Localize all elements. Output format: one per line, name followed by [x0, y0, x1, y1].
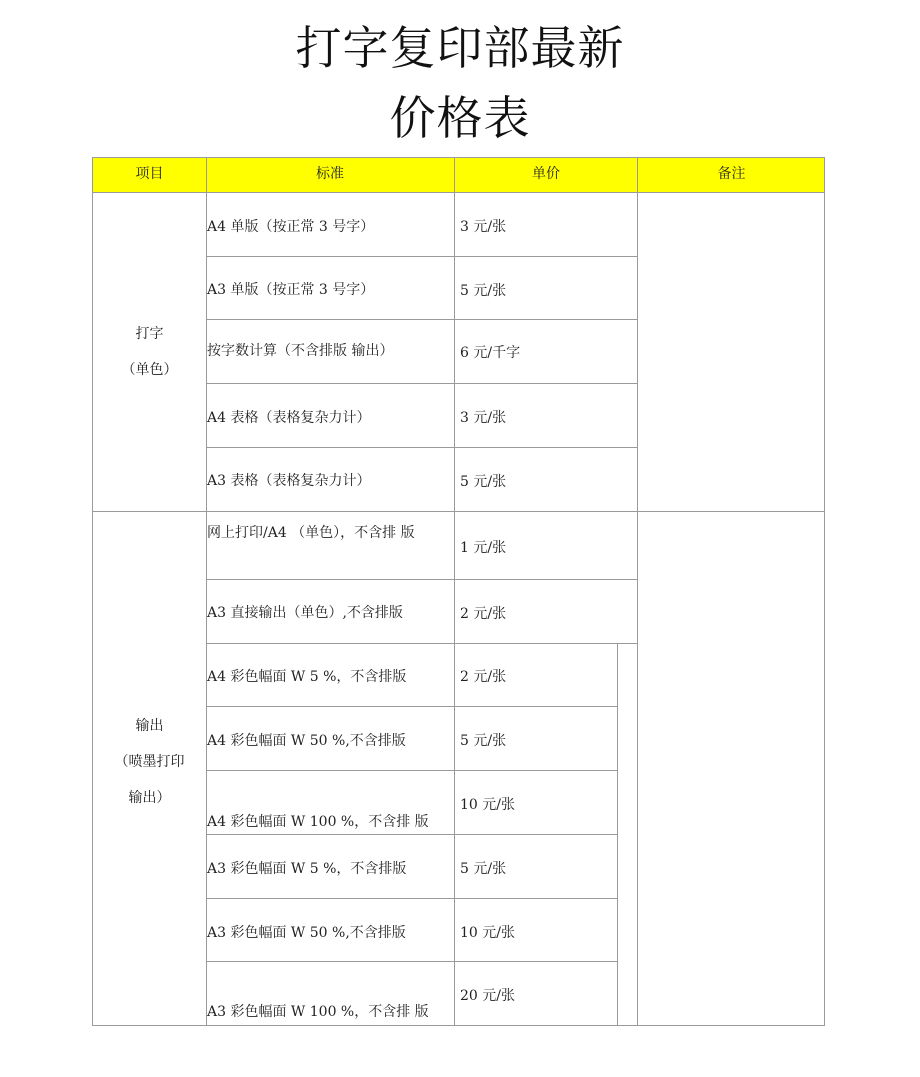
typing-row-2-price: 5 元/张 [460, 283, 507, 299]
header-standard: 标准 [206, 158, 454, 192]
category-output-line3: 输出） [128, 790, 171, 806]
output-row-6-price: 5 元/张 [460, 861, 507, 877]
output-row-1-standard: 网上打印/A4 （单色），不含排 版 [207, 525, 415, 541]
header-price: 单价 [454, 158, 638, 192]
output-row-2-price: 2 元/张 [460, 606, 507, 622]
category-typing [93, 316, 206, 388]
output-row-7-standard: A3 彩色幅面 W 50 %,不含排版 [207, 925, 406, 941]
typing-row-5-standard: A3 表格（表格复杂力计） [207, 473, 371, 489]
output-row-8-price: 20 元/张 [460, 988, 515, 1004]
typing-row-2-standard: A3 单版（按正常 3 号字） [207, 282, 375, 298]
category-output [93, 708, 206, 816]
typing-row-4-price: 3 元/张 [460, 410, 507, 426]
output-row-3-standard: A4 彩色幅面 W 5 %，不含排版 [207, 669, 407, 685]
typing-row-1-price: 3 元/张 [460, 219, 507, 235]
category-typing-label: 打字 [135, 326, 164, 342]
output-row-7-price: 10 元/张 [460, 925, 515, 941]
category-typing-sub: （单色） [121, 362, 178, 378]
output-row-2-standard: A3 直接输出（单色）,不含排版 [207, 605, 403, 621]
typing-row-1-standard: A4 单版（按正常 3 号字） [207, 219, 375, 235]
output-row-8-standard: A3 彩色幅面 W 100 %，不含排 版 [207, 1004, 429, 1020]
typing-row-5-price: 5 元/张 [460, 474, 507, 490]
output-row-5-standard: A4 彩色幅面 W 100 %，不含排 版 [207, 814, 429, 830]
output-row-3-price: 2 元/张 [460, 669, 507, 685]
output-row-1-price: 1 元/张 [460, 540, 507, 556]
typing-row-4-standard: A4 表格（表格复杂力计） [207, 410, 371, 426]
output-row-4-price: 5 元/张 [460, 733, 507, 749]
typing-row-3-price: 6 元/千字 [460, 345, 521, 361]
header-item: 项目 [93, 158, 206, 192]
output-row-5-price: 10 元/张 [460, 797, 515, 813]
typing-row-3-standard: 按字数计算（不含排版 输出） [207, 343, 394, 359]
page-title: 打字复印部最新 [295, 21, 625, 75]
output-row-4-standard: A4 彩色幅面 W 50 %,不含排版 [207, 733, 406, 749]
category-output-line1: 输出 [135, 718, 164, 734]
output-row-6-standard: A3 彩色幅面 W 5 %，不含排版 [207, 861, 407, 877]
category-output-line2: （喷墨打印 [114, 754, 185, 770]
header-note: 备注 [638, 158, 825, 192]
page-subtitle: 价格表 [389, 91, 531, 145]
